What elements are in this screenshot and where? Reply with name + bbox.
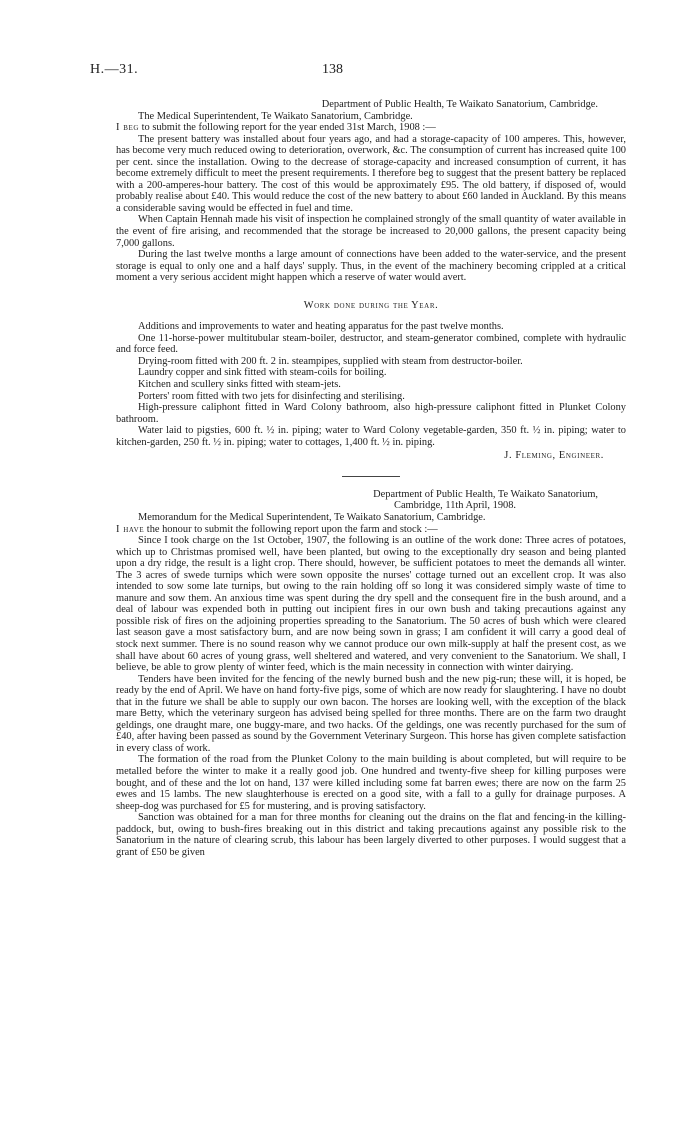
intro-lead: I have: [116, 523, 145, 535]
work-item: Water laid to pigsties, 600 ft. ½ in. piping; water to Ward Colony vegetable-garden, 350 ft. ½ in. piping; water to kitchen-garden, 250 ft. ½ in. piping; water to cottages, 1,400 ft. ½ in. piping.: [116, 425, 626, 448]
report-intro: [116, 122, 626, 134]
section-divider: [342, 476, 400, 477]
work-item: Porters' room fitted with two jets for disinfecting and sterilising.: [138, 390, 405, 402]
work-item: Kitchen and scullery sinks fitted with steam-jets.: [138, 379, 341, 391]
paragraph: The present battery was installed about four years ago, and had a storage-capacity of 100 amperes. This, however, has become very much reduced owing to deterioration, overwork, &c. The consumption of current has increased quite 100 per cent. since the installation. Owing to the decrease of storage-capacity and increased consumption of current, it has become extremely difficult to meet the present requirements. I therefore beg to suggest that the present battery be replaced with a 200-amperes-hour battery. The cost of this would be approximately £95. The old battery, if disposed of, would probably realise about £40. This would reduce the cost of the new battery to about £60 landed in Auckland. By this means a considerable saving would be effected in fuel and time.: [116, 133, 626, 214]
signature: J. Fleming, Engineer.: [504, 450, 604, 462]
report-intro: [116, 524, 626, 536]
memo-line: Memorandum for the Medical Superintendent, Te Waikato Sanatorium, Cambridge.: [138, 511, 486, 523]
section-heading: Work done during the Year.: [303, 299, 439, 311]
engineer-report: [116, 99, 626, 462]
report-address: Department of Public Health, Te Waikato Sanatorium,: [373, 488, 598, 500]
paragraph: Since I took charge on the 1st October, 1907, the following is an outline of the work done: Three acres of potatoes, which up to Christmas promised well, have been planted, but owing to the exceptionally dry season and being planted upon a dry ridge, the result is a light crop. There should, however, be sufficient potatoes to meet the demands all winter. The 3 acres of swede turnips which were sown opposite the nurses' cottage turned out an excellent crop. It was also intended to sow some late turnips, but owing to the rain holding off so long it was considered simply waste of time to manure and sow them. An anxious time was spent during the dry spell and the consequent fire in the bush around, and a deal of labour was expended both in putting out incipient fires in our own bush and taking precautions against any possible risk of fires on the adjoining properties spreading to the Sanatorium. The 50 acres of bush which were cleared last season gave a most satisfactory burn, and are now being sown in grass; I am confident it will carry a good deal of stock next summer. There is no sound reason why we cannot produce our own milk-supply at half the present cost, as we shall have about 60 acres of young grass, well sheltered and watered, and very convenient to the Sanatorium. We shall, I believe, be able to grow plenty of winter feed, which is the main necessity in connection with winter dairying.: [116, 535, 626, 674]
report-recipient: The Medical Superintendent, Te Waikato Sanatorium, Cambridge.: [138, 110, 413, 122]
paragraph: When Captain Hennah made his visit of inspection he complained strongly of the small quantity of water available in the event of fire arising, and recommended that the storage be increased to 20,000 gallons, the present capacity being 7,000 gallons.: [116, 214, 626, 249]
paragraph: Sanction was obtained for a man for three months for cleaning out the drains on the flat and fencing-in the killing-paddock, but, owing to bush-fires breaking out in this district and taking precautions against any possible risk to the Sanatorium in the nature of clearing scrub, this labour has been largely diverted to other purposes. I would suggest that a grant of £50 be given: [116, 812, 626, 858]
work-item: Additions and improvements to water and heating apparatus for the past twelve months.: [138, 321, 504, 333]
intro-lead: I beg: [116, 122, 140, 134]
intro-rest: the honour to submit the following report upon the farm and stock :—: [144, 523, 438, 535]
work-item: High-pressure caliphont fitted in Ward Colony bathroom, also high-pressure caliphont fitted in Plunket Colony bathroom.: [116, 402, 626, 425]
work-item: Drying-room fitted with 200 ft. 2 in. steampipes, supplied with steam from destructor-boiler.: [138, 355, 523, 367]
work-item: Laundry copper and sink fitted with steam-coils for boiling.: [138, 367, 387, 379]
paragraph: During the last twelve months a large amount of connections have been added to the water-service, and the present storage is equal to only one and a half days' supply. Thus, in the event of the machinery becoming crippled at a critical moment a very serious accident might happen which a reserve of water would avert.: [116, 249, 626, 284]
report-address: Department of Public Health, Te Waikato Sanatorium, Cambridge.: [321, 99, 598, 110]
report-date: Cambridge, 11th April, 1908.: [394, 500, 516, 512]
farm-report: [116, 489, 626, 859]
page-header: [90, 64, 610, 82]
page-body: [116, 99, 626, 858]
work-item: One 11-horse-power multitubular steam-boiler, destructor, and steam-generator combined, complete with hydraulic and force feed.: [116, 332, 626, 356]
document-code: H.—31.: [90, 62, 139, 77]
page-number: 138: [322, 62, 343, 77]
intro-rest: to submit the following report for the year ended 31st March, 1908 :—: [139, 122, 436, 134]
paragraph: Tenders have been invited for the fencing of the newly burned bush and the new pig-run; these will, it is hoped, be ready by the end of April. We have on hand forty-five pigs, some of which are now ready for slaughtering. I have no doubt that in the future we shall be able to supply our own bacon. The horses are looking well, with the exception of the black mare Betty, which the veterinary surgeon has advised being spelled for three months. There are on the farm two draught geldings, one draught mare, one buggy-mare, and two hacks. Of the geldings, one was recently purchased for the sum of £40, after having been passed as sound by the Government Veterinary Surgeon. This horse has given complete satisfaction in every class of work.: [116, 673, 626, 754]
paragraph: The formation of the road from the Plunket Colony to the main building is about completed, but will require to be metalled before the winter to make it a really good job. One hundred and twenty-five sheep for killing purposes were bought, and of these and the lot on hand, 137 were killed including some fat barren ewes; there are now on the farm 25 ewes and 15 lambs. The new slaughterhouse is erected on a good site, with a fall to a gully for drainage purposes. A sheep-dog was purchased for £5 for mustering, and is proving satisfactory.: [116, 754, 626, 812]
